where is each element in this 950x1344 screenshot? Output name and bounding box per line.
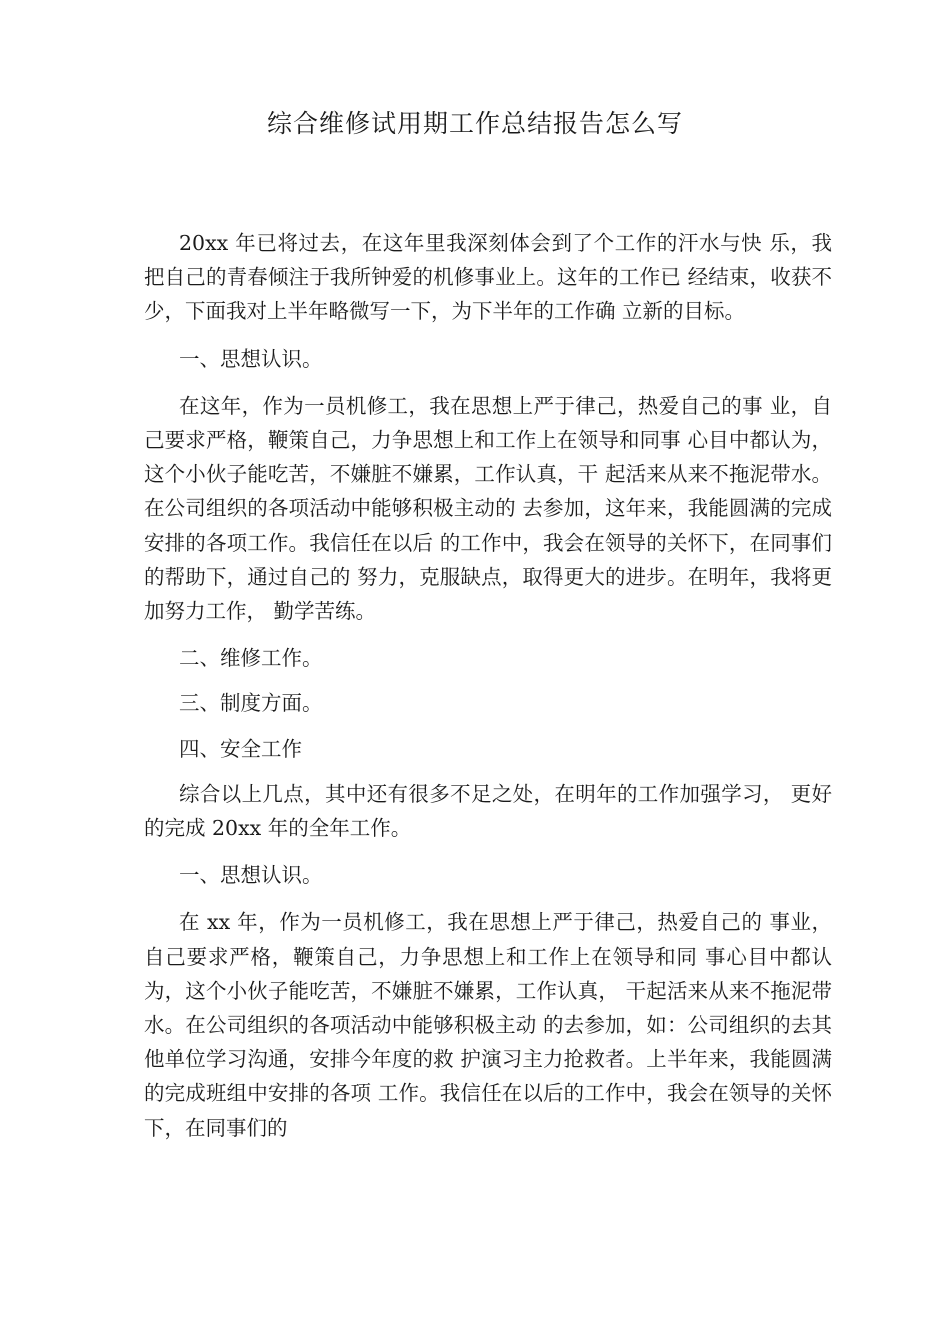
paragraph-intro: 20xx 年已将过去，在这年里我深刻体会到了个工作的汗水与快 乐，我把自己的青春倾注于我所钟爱的机修事业上。这年的工作已 经结束，收获不少，下面我对上半年略微写一下，为下半年的工作确 立新的目标。 (144, 231, 832, 324)
section-heading-safety: 四、安全工作 (179, 736, 302, 761)
document-title: 综合维修试用期工作总结报告怎么写 (266, 109, 683, 138)
paragraph-thought: 在这年，作为一员机修工，我在思想上严于律己，热爱自己的事 业，自己要求严格，鞭策自己，力争思想上和工作上在领导和同事 心目中都认为，这个小伙子能吃苦，不嫌脏不嫌累，工作认真，干 起活来从来不拖泥带水。在公司组织的各项活动中能够积极主动的 去参加，这年来，我能圆满的完成安排的各项工作。我信任在以后 的工作中，我会在领导的关怀下，在同事们的帮助下，通过自己的 努力，克服缺点，取得更大的进步。在明年，我将更加努力工作， 勤学苦练。 (144, 393, 832, 624)
paragraph-thought-2: 在 xx 年，作为一员机修工，我在思想上严于律己，热爱自己的 事业，自己要求严格，鞭策自己，力争思想上和工作上在领导和同 事心目中都认为，这个小伙子能吃苦，不嫌脏不嫌累，工作认真， 干起活来从来不拖泥带水。在公司组织的各项活动中能够积极主动 的去参加，如：公司组织的去其他单位学习沟通，安排今年度的救 护演习主力抢救者。上半年来，我能圆满的完成班组中安排的各项 工作。我信任在以后的工作中，我会在领导的关怀下，在同事们的 (144, 910, 832, 1140)
section-heading-thought: 一、思想认识。 (179, 346, 323, 371)
section-heading-system: 三、制度方面。 (179, 691, 323, 716)
document-body (144, 226, 832, 1145)
section-heading-thought-2: 一、思想认识。 (179, 863, 323, 888)
section-heading-repair: 二、维修工作。 (179, 646, 323, 671)
paragraph-summary: 综合以上几点，其中还有很多不足之处，在明年的工作加强学习， 更好的完成 20xx 年的全年工作。 (144, 781, 832, 841)
